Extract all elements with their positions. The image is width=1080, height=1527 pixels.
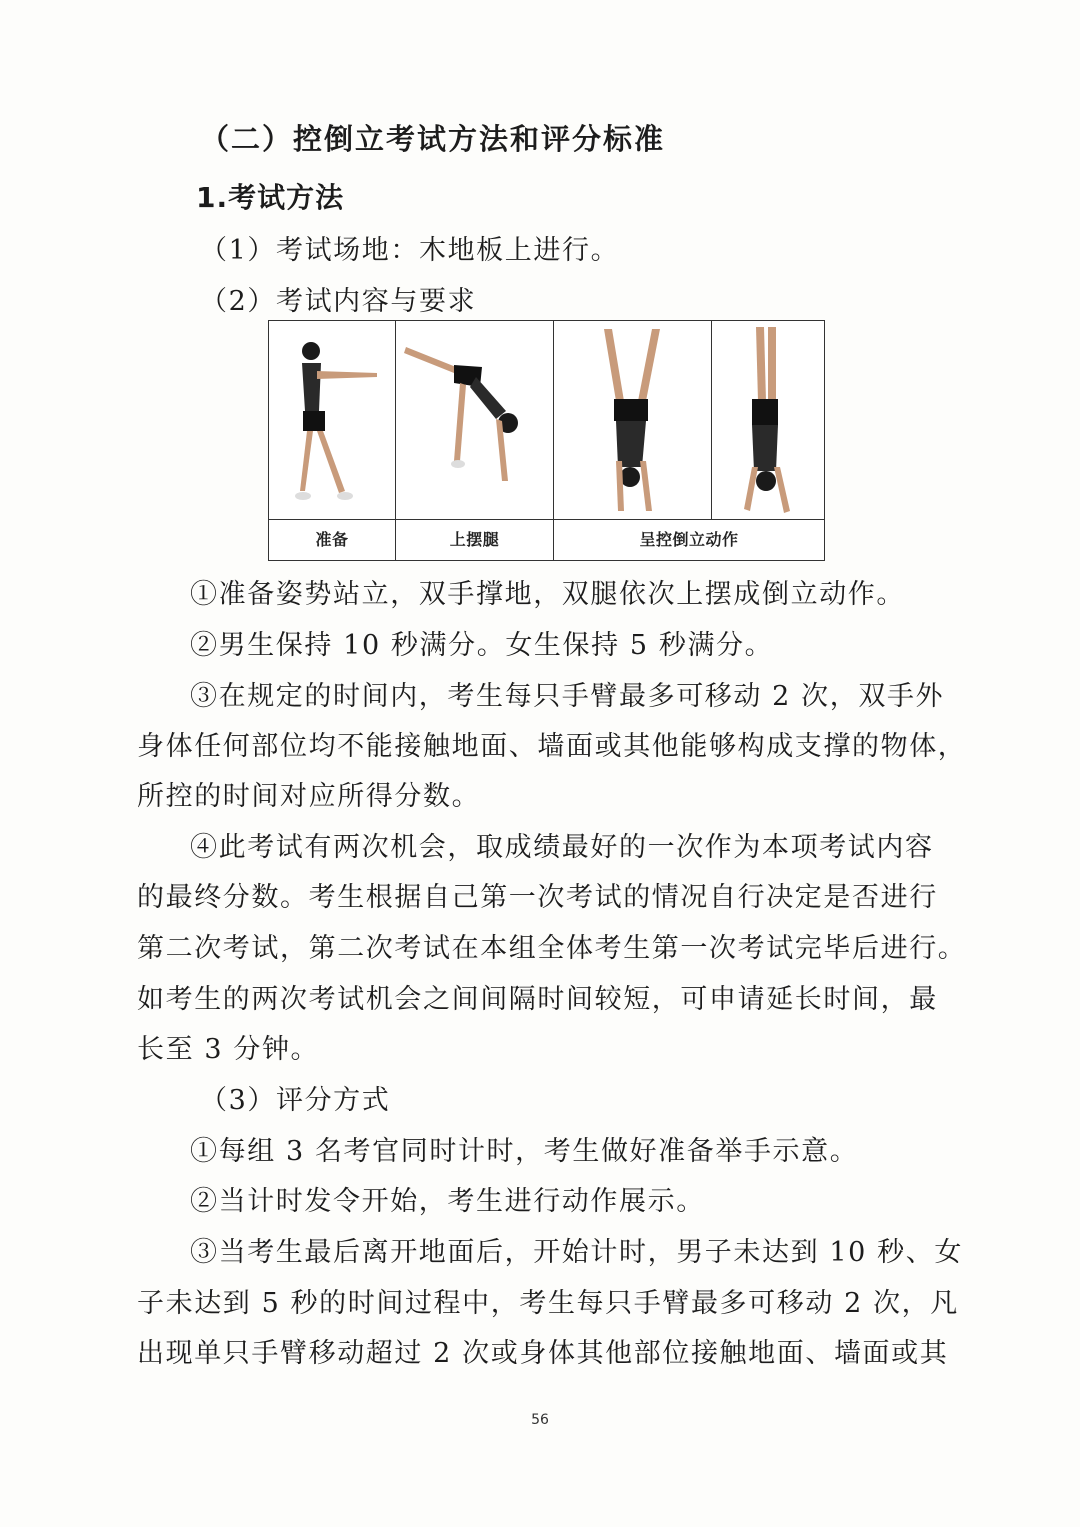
item-venue: （1）考试场地：木地板上进行。 (200, 235, 620, 266)
caption-handstand: 呈控倒立动作 (639, 530, 739, 549)
photo-leg-swing (396, 321, 553, 519)
photo-handstand-1 (554, 321, 711, 519)
photo-handstand-2 (712, 321, 824, 519)
item-content: （2）考试内容与要求 (200, 286, 477, 317)
paragraph-line: 的最终分数。考生根据自己第一次考试的情况自行决定是否进行 (137, 882, 938, 913)
paragraph-line: ②当计时发令开始，考生进行动作展示。 (190, 1186, 705, 1217)
paragraph-line: ③在规定的时间内，考生每只手臂最多可移动 2 次，双手外 (190, 681, 945, 712)
section-title: （二）控倒立考试方法和评分标准 (200, 122, 666, 156)
paragraph-line: ③当考生最后离开地面后，开始计时，男子未达到 10 秒、女 (190, 1237, 963, 1268)
handstand-figure-table (268, 320, 825, 561)
method-heading: 1.考试方法 (196, 181, 345, 214)
paragraph-line: 第二次考试，第二次考试在本组全体考生第一次考试完毕后进行。 (137, 933, 967, 964)
photo-ready-pose (269, 321, 395, 519)
page-number: 56 (531, 1412, 549, 1428)
paragraph-line: 所控的时间对应所得分数。 (137, 781, 481, 812)
paragraph-line: 长至 3 分钟。 (137, 1034, 320, 1065)
caption-ready: 准备 (315, 530, 349, 549)
scoring-heading: （3）评分方式 (200, 1085, 391, 1116)
paragraph-line: ④此考试有两次机会，取成绩最好的一次作为本项考试内容 (190, 832, 934, 863)
paragraph-line: 身体任何部位均不能接触地面、墙面或其他能够构成支撑的物体， (137, 731, 967, 762)
paragraph-line: ①每组 3 名考官同时计时，考生做好准备举手示意。 (190, 1136, 859, 1167)
caption-leg-swing: 上摆腿 (449, 530, 500, 549)
paragraph-line: 如考生的两次考试机会之间间隔时间较短，可申请延长时间，最 (137, 984, 938, 1015)
paragraph-line: ①准备姿势站立，双手撑地，双腿依次上摆成倒立动作。 (190, 579, 905, 610)
paragraph-line: ②男生保持 10 秒满分。女生保持 5 秒满分。 (190, 630, 774, 661)
paragraph-line: 出现单只手臂移动超过 2 次或身体其他部位接触地面、墙面或其 (137, 1338, 949, 1369)
paragraph-line: 子未达到 5 秒的时间过程中，考生每只手臂最多可移动 2 次，凡 (137, 1288, 959, 1319)
